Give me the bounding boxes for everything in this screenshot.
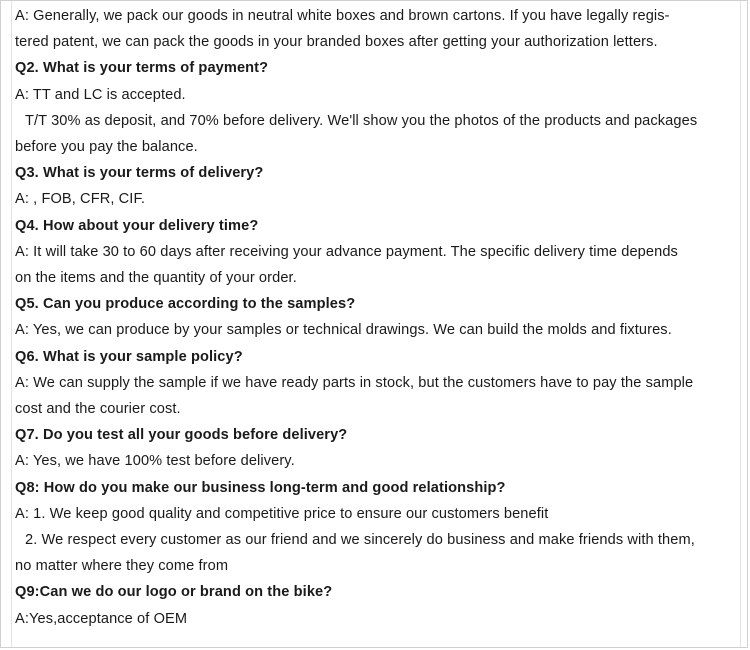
faq-answer-line: A: It will take 30 to 60 days after receiving your advance payment. The specific delivery time depends (15, 243, 678, 260)
faq-answer-line: before you pay the balance. (15, 139, 198, 156)
faq-answer-line: A: We can supply the sample if we have ready parts in stock, but the customers have to pay the sample (15, 374, 694, 391)
faq-question: Q3. What is your terms of delivery? (15, 165, 264, 182)
faq-answer-line: cost and the courier cost. (15, 401, 181, 418)
faq-answer-line: A:Yes,acceptance of OEM (15, 610, 188, 627)
faq-question: Q7. Do you test all your goods before delivery? (15, 427, 348, 444)
faq-question: Q6. What is your sample policy? (15, 348, 243, 365)
faq-list (12, 1, 740, 632)
faq-question: Q4. How about your delivery time? (15, 217, 259, 234)
faq-answer-line: A: 1. We keep good quality and competitive price to ensure our customers benefit (15, 505, 549, 522)
faq-question: Q2. What is your terms of payment? (15, 60, 269, 77)
faq-panel (11, 1, 741, 647)
faq-answer-line: A: Yes, we have 100% test before delivery. (15, 453, 295, 470)
faq-answer-line: no matter where they come from (15, 558, 229, 575)
faq-answer-line: A: Generally, we pack our goods in neutral white boxes and brown cartons. If you have legally regis- (15, 8, 670, 24)
faq-answer-line: A: , FOB, CFR, CIF. (15, 191, 146, 208)
faq-question: Q9:Can we do our logo or brand on the bike? (15, 584, 333, 601)
faq-answer-line: tered patent, we can pack the goods in your branded boxes after getting your authorization letters. (15, 34, 658, 51)
faq-answer-line: T/T 30% as deposit, and 70% before delivery. We'll show you the photos of the products and packages (25, 112, 698, 129)
faq-question: Q8: How do you make our business long-term and good relationship? (15, 479, 506, 496)
faq-answer-line: A: TT and LC is accepted. (15, 86, 186, 103)
faq-answer-line: on the items and the quantity of your order. (15, 270, 297, 287)
faq-answer-line: A: Yes, we can produce by your samples or technical drawings. We can build the molds and fixtures. (15, 322, 672, 339)
faq-answer-line: 2. We respect every customer as our friend and we sincerely do business and make friends with them, (25, 532, 695, 549)
faq-question: Q5. Can you produce according to the samples? (15, 296, 356, 313)
